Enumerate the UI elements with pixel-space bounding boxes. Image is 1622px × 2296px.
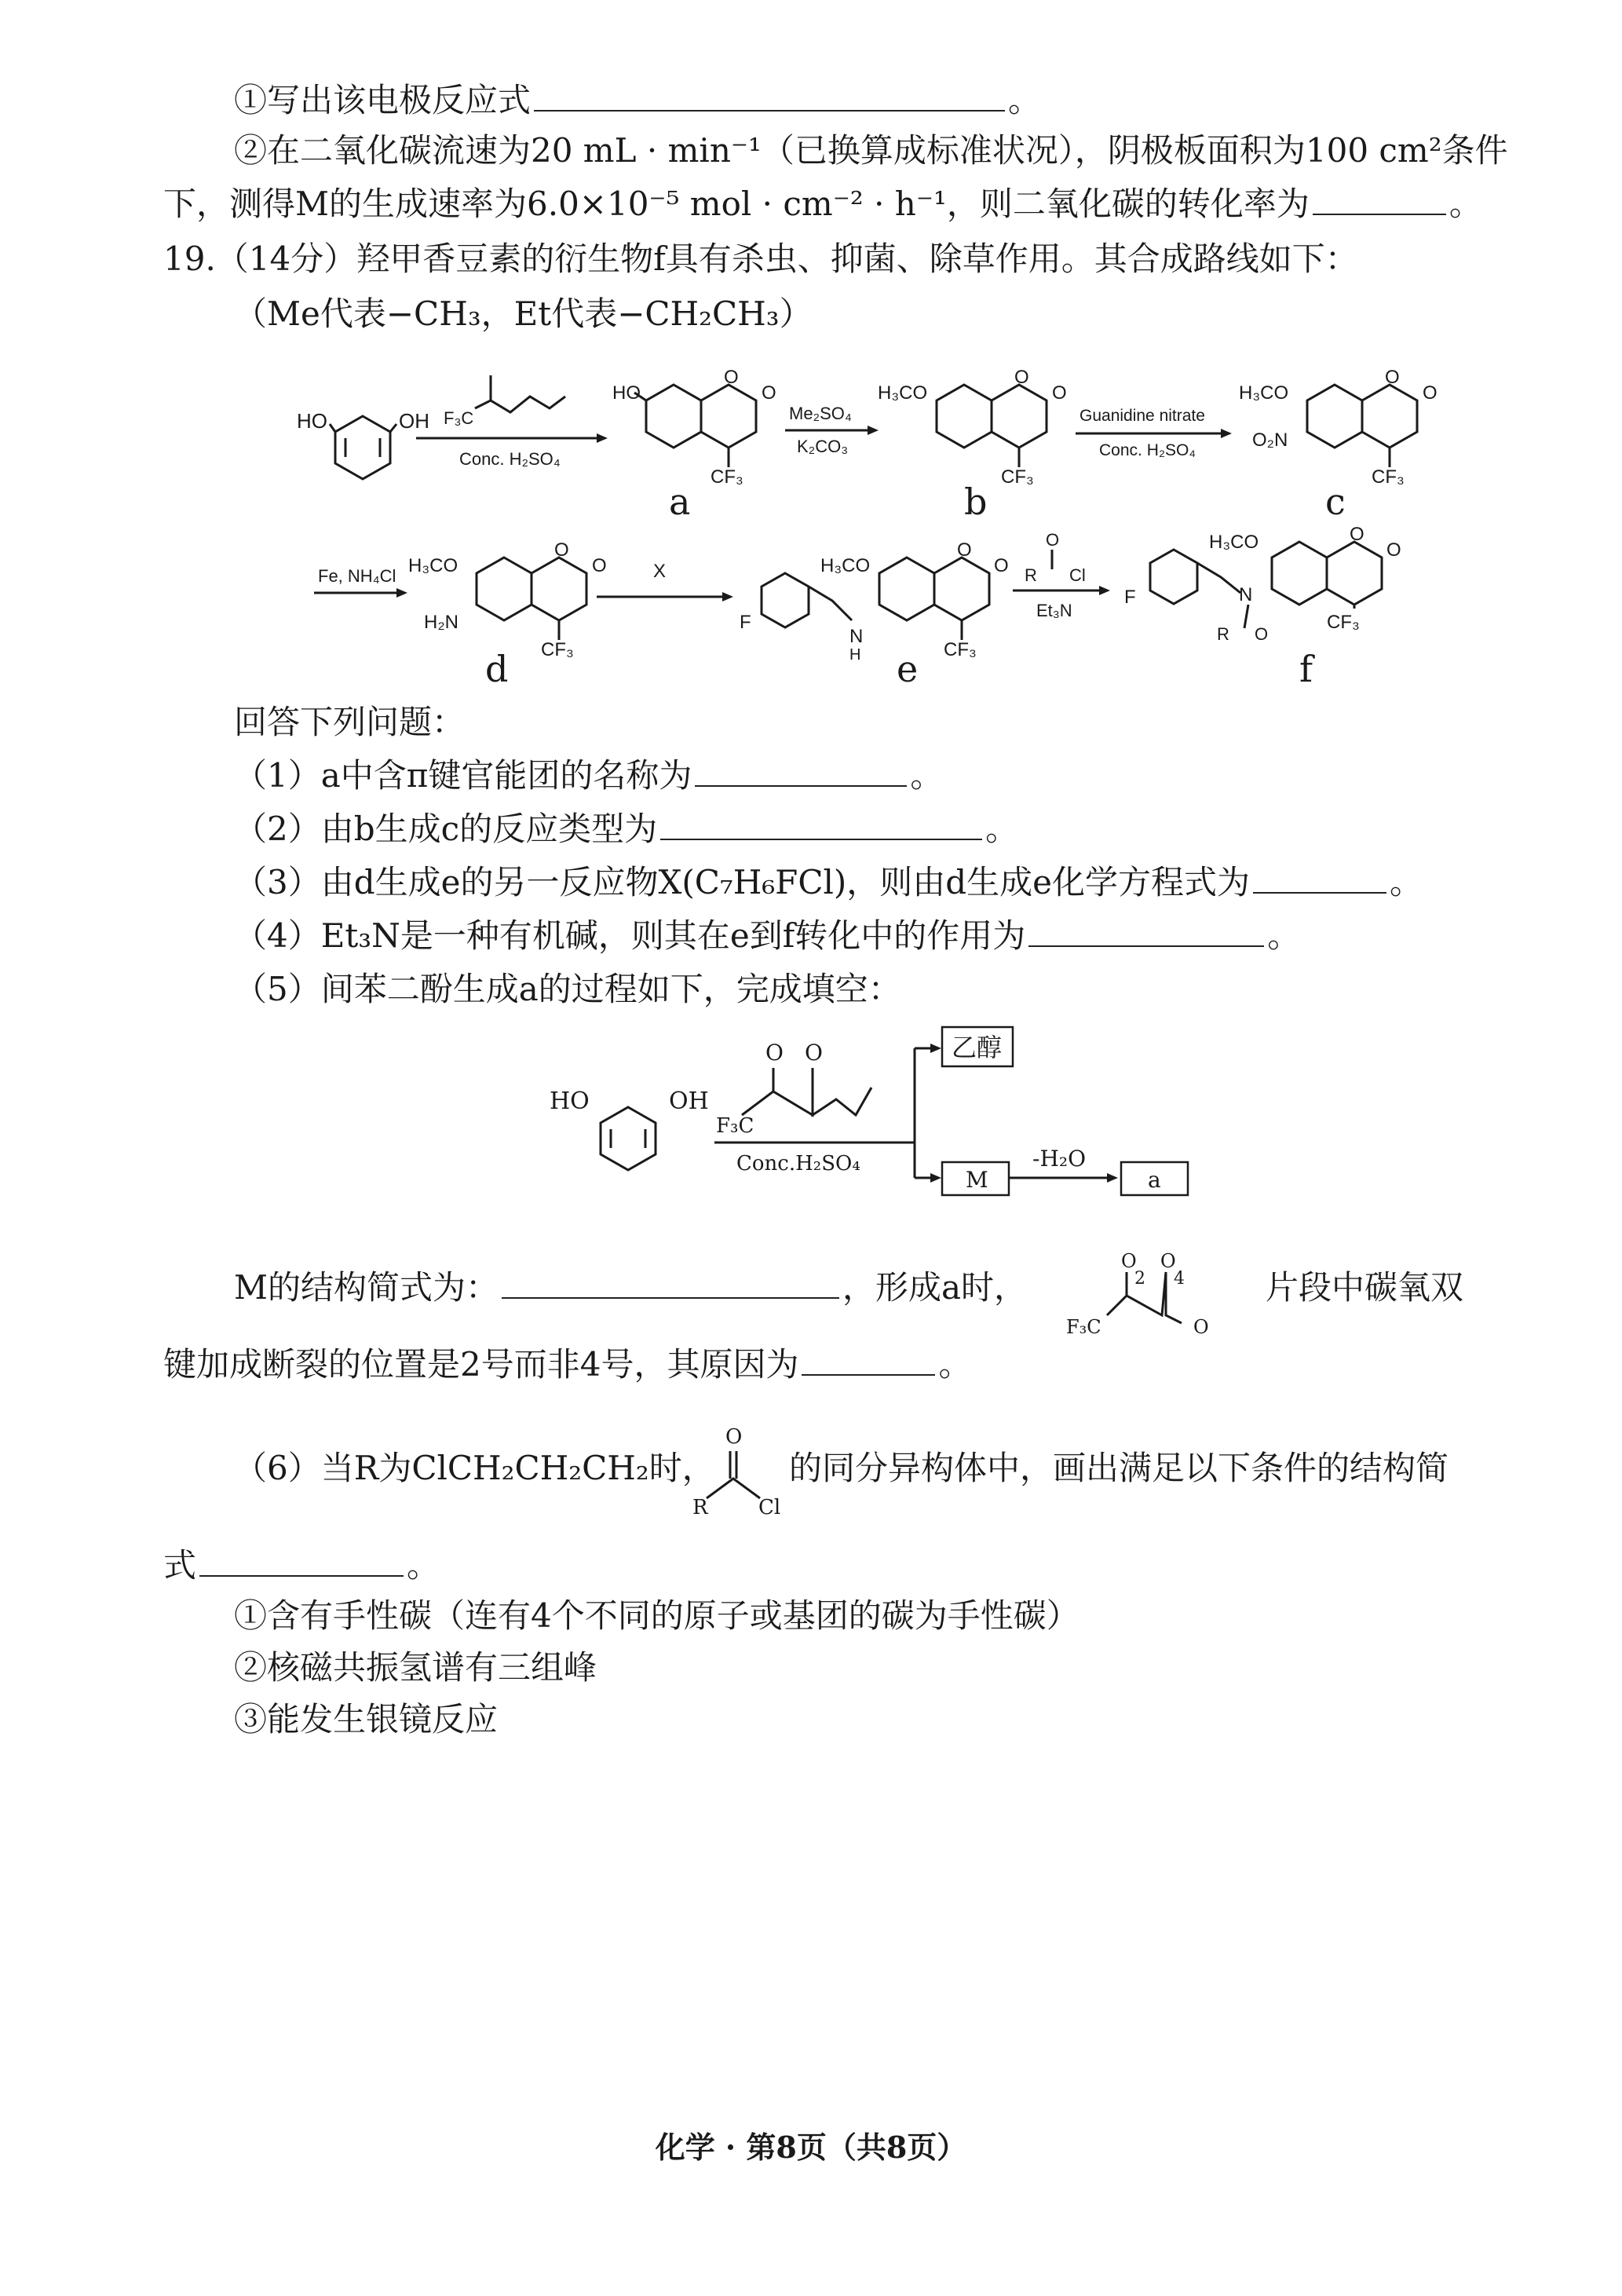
atom-label: O xyxy=(1385,367,1400,388)
atom-label: CF₃ xyxy=(1001,466,1034,488)
atom-label: O xyxy=(1255,624,1269,644)
answer-blank[interactable] xyxy=(1253,861,1386,894)
atom-label: F₃C xyxy=(1066,1316,1101,1338)
compound-a-structure xyxy=(612,367,776,523)
atom-label: O xyxy=(1350,524,1364,545)
atom-label: O xyxy=(1014,367,1029,388)
q19-sub1: （1）a中含π键官能团的名称为 。 xyxy=(234,754,943,798)
reagent-label: Cl xyxy=(1069,565,1086,585)
sub5-scheme xyxy=(0,1013,1622,1272)
atom-label: R xyxy=(692,1496,708,1519)
sub5-fragment xyxy=(1060,1241,1248,1343)
compound-c-structure xyxy=(1239,367,1438,523)
atom-label: O xyxy=(724,367,739,388)
reagent-label: Conc.H₂SO₄ xyxy=(736,1152,860,1175)
compound-label-a: a xyxy=(669,481,691,523)
answer-blank[interactable] xyxy=(199,1544,404,1577)
atom-label: H₂N xyxy=(424,612,458,633)
resorcinol-structure xyxy=(550,1088,709,1170)
q19-cond1: ①含有手性碳（连有4个不同的原子或基团的碳为手性碳） xyxy=(234,1596,1080,1635)
atom-label: CF₃ xyxy=(1327,612,1360,633)
atom-label: HO xyxy=(550,1088,590,1115)
reaction-arrow-3 xyxy=(1076,407,1232,459)
compound-label-e: e xyxy=(897,648,919,690)
reagent-label: Et₃N xyxy=(1036,601,1072,620)
compound-e-structure xyxy=(740,539,1009,690)
q19-sub2: （2）由b生成c的反应类型为 。 xyxy=(234,807,1018,851)
atom-label: H xyxy=(849,646,861,664)
compound-label-d: d xyxy=(485,648,509,690)
box-a-label: a xyxy=(1148,1167,1161,1193)
answer-blank[interactable] xyxy=(695,754,907,787)
atom-label: O xyxy=(1193,1316,1209,1338)
atom-label: O xyxy=(994,555,1009,576)
reaction-arrow-2 xyxy=(785,404,879,456)
reagent-label: K₂CO₃ xyxy=(797,437,849,456)
atom-label: H₃CO xyxy=(1239,382,1289,404)
q19-sub3: （3）由d生成e的另一反应物X(C₇H₆FCl)，则由d生成e化学方程式为 。 xyxy=(234,861,1423,905)
reaction-arrow-4 xyxy=(314,566,407,598)
synthesis-scheme xyxy=(0,0,1622,707)
q19-sub5-line1-end: 片段中碳氧双 xyxy=(1266,1268,1464,1307)
atom-label: O xyxy=(554,539,569,561)
compound-d-structure xyxy=(408,539,607,690)
reaction-arrow-1 xyxy=(416,375,608,469)
compound-label-f: f xyxy=(1299,648,1313,690)
atom-label: O xyxy=(1121,1250,1137,1272)
q19-cond2: ②核磁共振氢谱有三组峰 xyxy=(234,1648,597,1687)
atom-label: H₃CO xyxy=(878,382,928,404)
atom-label: O xyxy=(1423,382,1438,404)
reagent-label: Guanidine nitrate xyxy=(1080,407,1205,425)
atom-label: O₂N xyxy=(1252,430,1288,451)
atom-label: H₃CO xyxy=(1209,532,1259,553)
atom-label: N xyxy=(1239,584,1253,605)
atom-label: R xyxy=(1217,624,1229,644)
resorcinol-structure xyxy=(297,409,429,479)
reaction-arrow-5 xyxy=(597,561,733,601)
position-number: 2 xyxy=(1134,1269,1145,1289)
atom-label: O xyxy=(762,382,776,404)
atom-label: HO xyxy=(297,409,327,433)
arrow-label: -H₂O xyxy=(1032,1146,1087,1172)
q19-sub6-line1b: 的同分异构体中，画出满足以下条件的结构简 xyxy=(789,1449,1449,1487)
answer-blank[interactable] xyxy=(1028,914,1264,947)
answer-blank[interactable] xyxy=(802,1343,935,1376)
atom-label: O xyxy=(725,1425,743,1449)
sub6-acyl-chloride xyxy=(683,1420,785,1522)
atom-label: Cl xyxy=(758,1496,781,1519)
atom-label: CF₃ xyxy=(1372,466,1405,488)
atom-label: O xyxy=(592,555,607,576)
reagent-label: R xyxy=(1025,565,1037,585)
atom-label: H₃CO xyxy=(408,555,458,576)
atom-label: O xyxy=(765,1040,784,1066)
position-number: 4 xyxy=(1174,1269,1185,1289)
q19-sub4: （4）Et₃N是一种有机碱，则其在e到f转化中的作用为 。 xyxy=(234,914,1300,958)
atom-label: CF₃ xyxy=(711,466,743,488)
compound-label-b: b xyxy=(964,481,988,523)
atom-label: F xyxy=(740,612,751,633)
atom-label: O xyxy=(1052,382,1067,404)
reagent-label: Conc. H₂SO₄ xyxy=(459,449,561,469)
q19-prompt: 回答下列问题： xyxy=(234,703,466,741)
compound-b-structure xyxy=(878,367,1067,523)
q18-sub1: ①写出该电极反应式 。 xyxy=(234,79,1041,122)
atom-label: OH xyxy=(669,1088,709,1115)
atom-label: O xyxy=(1160,1250,1176,1272)
q18-sub2-line1: ②在二氧化碳流速为20 mL · min⁻¹（已换算成标准状况），阴极板面积为100 cm²条件 xyxy=(234,131,1508,170)
atom-label: F₃C xyxy=(716,1114,754,1138)
box-ethanol-label: 乙醇 xyxy=(952,1033,1003,1062)
reagent-label: X xyxy=(653,561,667,582)
atom-label: O xyxy=(1386,539,1401,561)
reagent-label: Fe, NH₄Cl xyxy=(318,566,396,586)
atom-label: CF₃ xyxy=(944,639,977,660)
atom-label: F xyxy=(1124,587,1136,608)
q19-sub5-line2: 键加成断裂的位置是2号而非4号，其原因为 。 xyxy=(163,1343,971,1387)
q19-sub6-line2: 式 。 xyxy=(163,1544,440,1588)
atom-label: O xyxy=(805,1040,823,1066)
q19-sub6-line1a: （6）当R为ClCH₂CH₂CH₂时， xyxy=(234,1449,715,1487)
q19-cond3: ③能发生银镜反应 xyxy=(234,1700,499,1738)
atom-label: O xyxy=(957,539,972,561)
answer-blank[interactable] xyxy=(502,1266,839,1299)
answer-blank[interactable] xyxy=(660,807,982,840)
q19-note: （Me代表−CH₃，Et代表−CH₂CH₃） xyxy=(234,294,813,333)
q19-title: 19.（14分）羟甲香豆素的衍生物f具有杀虫、抑菌、除草作用。其合成路线如下： xyxy=(163,239,1358,278)
q18-sub2-line2: 下，测得M的生成速率为6.0×10⁻⁵ mol · cm⁻² · h⁻¹，则二氧化碳的转化率为 。 xyxy=(163,182,1482,226)
atom-label: O xyxy=(1046,530,1060,550)
reaction-arrow-6 xyxy=(1013,530,1110,620)
compound-label-c: c xyxy=(1325,481,1346,523)
reagent-label: Conc. H₂SO₄ xyxy=(1099,441,1196,459)
reagent-structure xyxy=(716,1040,871,1138)
q19-sub5: （5）间苯二酚生成a的过程如下，完成填空： xyxy=(234,970,901,1008)
box-M-label: M xyxy=(966,1167,988,1193)
atom-label: N xyxy=(849,626,864,647)
q19-sub5-line1: M的结构简式为： ，形成a时， xyxy=(234,1266,1027,1310)
page-footer: 化学 · 第8页（共8页） xyxy=(655,2130,967,2165)
reagent-label: F₃C xyxy=(444,408,474,428)
atom-label: OH xyxy=(399,409,429,433)
atom-label: HO xyxy=(612,382,641,404)
atom-label: H₃CO xyxy=(820,555,871,576)
compound-f-structure xyxy=(1124,524,1401,690)
reagent-label: Me₂SO₄ xyxy=(789,404,852,423)
atom-label: CF₃ xyxy=(541,639,574,660)
